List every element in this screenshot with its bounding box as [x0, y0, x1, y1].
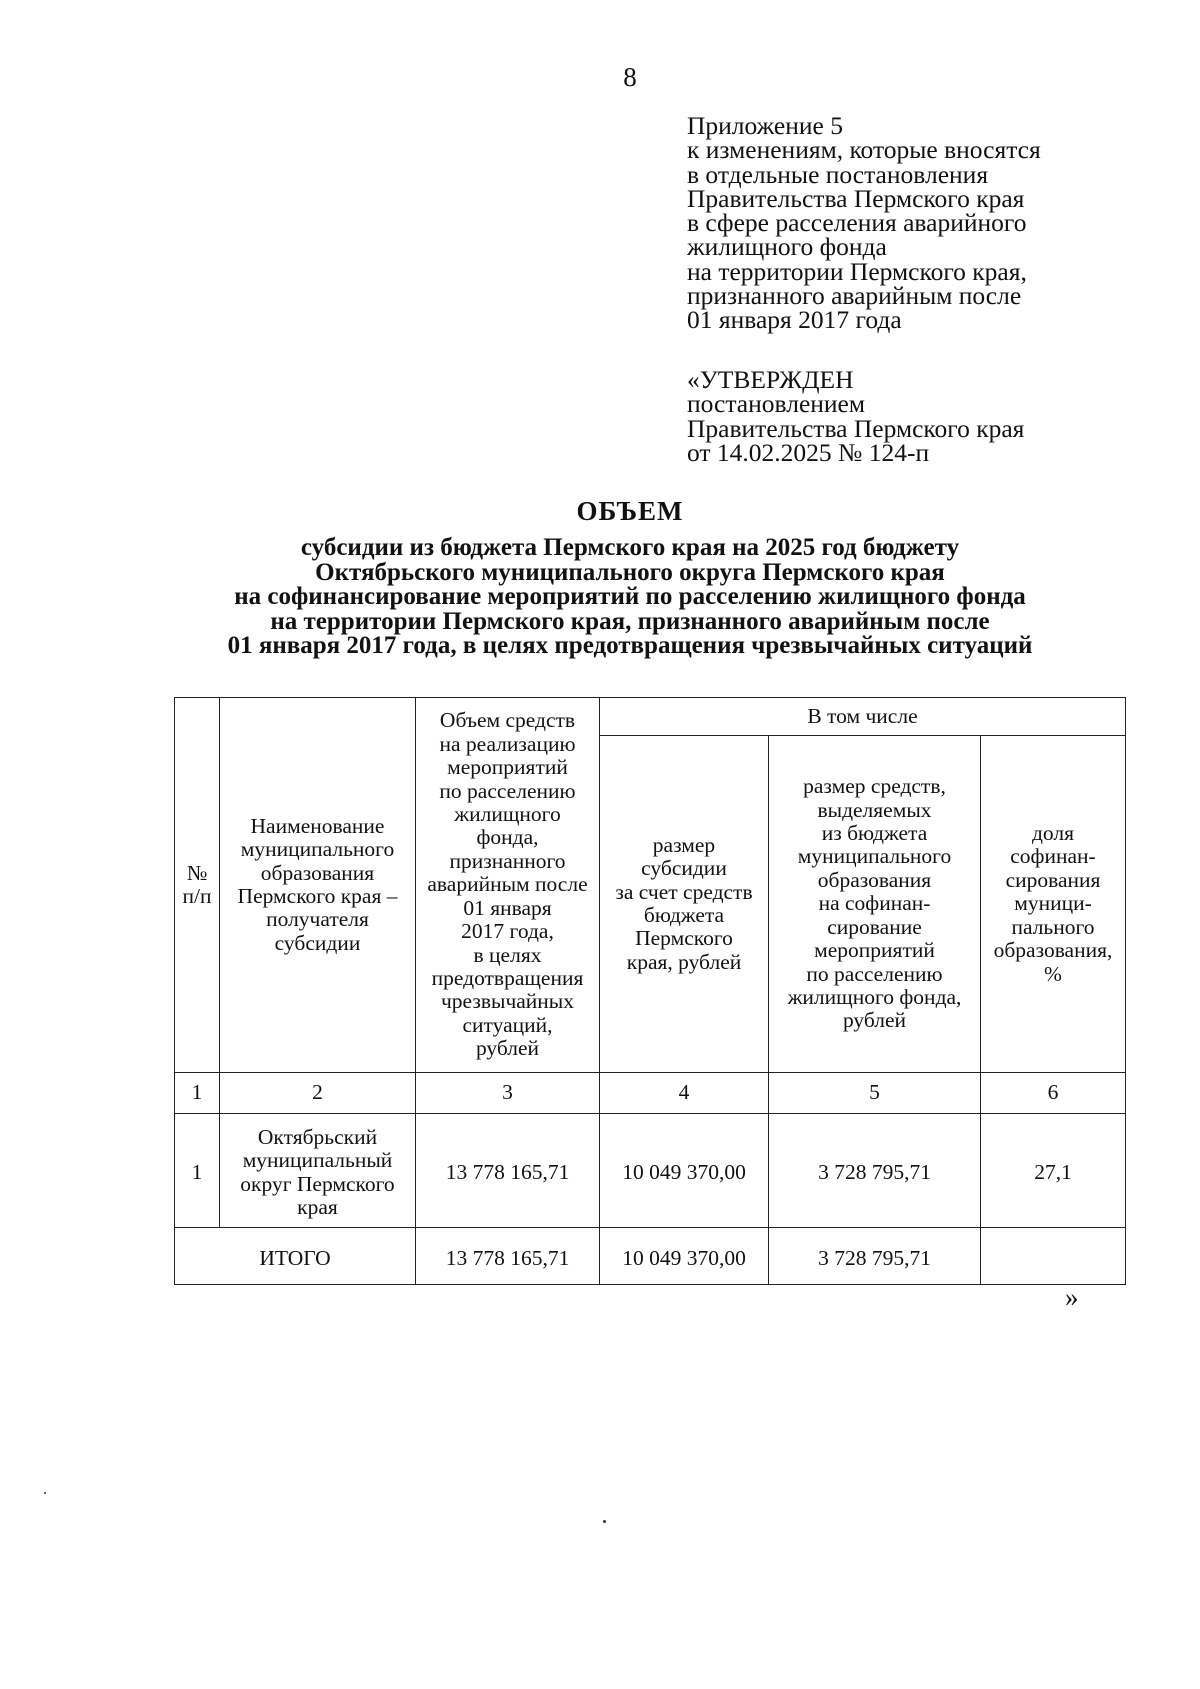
column-number: 5	[769, 1073, 981, 1114]
document-subtitle	[0, 536, 1200, 659]
header-municipality-name: Наименование муниципального образования Пермского края – получателя субсидии	[220, 698, 416, 1073]
row-local-funds: 3 728 795,71	[769, 1114, 981, 1228]
approval-line: Правительства Пермского края	[687, 413, 1025, 443]
approval-stamp-text	[687, 365, 1025, 467]
appendix-line: в отдельные постановления	[687, 159, 989, 189]
appendix-line: 01 января 2017 года	[687, 305, 902, 335]
scan-speck	[44, 1492, 46, 1494]
approval-line: от 14.02.2025 № 124-п	[687, 437, 930, 467]
total-subsidy: 10 049 370,00	[600, 1228, 769, 1285]
table-row	[175, 1114, 1126, 1228]
header-local-funds: размер средств, выделяемых из бюджета муниципального образования на софинан- сирование мероприятий по расселению жилищного фонда, рублей	[769, 736, 981, 1073]
subtitle-line: 01 января 2017 года, в целях предотвращения чрезвычайных ситуаций	[227, 632, 1033, 660]
appendix-line: Правительства Пермского края	[687, 183, 1025, 213]
column-number: 6	[981, 1073, 1126, 1114]
subtitle-line: Октябрьского муниципального округа Пермского края	[315, 558, 945, 586]
header-cofinancing-share: доля софинан- сирования муници- пального образования, %	[981, 736, 1126, 1073]
appendix-header	[687, 111, 1041, 335]
approval-line: «УТВЕРЖДЕН	[687, 365, 854, 394]
table-total-row	[175, 1228, 1126, 1285]
header-subsidy: размер субсидии за счет средств бюджета Пермского края, рублей	[600, 736, 769, 1073]
header-including: В том числе	[600, 698, 1126, 736]
subtitle-line: на софинансирование мероприятий по расселению жилищного фонда	[234, 583, 1026, 611]
table-header-row	[175, 698, 1126, 736]
total-cofinancing-share	[981, 1228, 1126, 1285]
subtitle-line: субсидии из бюджета Пермского края на 2025 год бюджету	[300, 534, 960, 561]
document-title: ОБЪЕМ	[576, 496, 684, 526]
appendix-line: жилищного фонда	[687, 232, 887, 262]
subtitle-line: на территории Пермского края, признанного аварийным после	[270, 607, 990, 635]
appendix-line: в сфере расселения аварийного	[687, 208, 1027, 238]
row-cofinancing-share: 27,1	[981, 1114, 1126, 1228]
column-number: 3	[416, 1073, 600, 1114]
approval-line: постановлением	[687, 389, 866, 419]
appendix-line: на территории Пермского края,	[687, 256, 1027, 286]
column-number-row	[175, 1073, 1126, 1114]
column-number: 4	[600, 1073, 769, 1114]
header-num: № п/п	[175, 698, 220, 1073]
appendix-line: признанного аварийным после	[687, 281, 1022, 311]
page-number: 8	[623, 62, 637, 92]
subsidy-volume-table	[174, 697, 1126, 1285]
header-total-volume: Объем средств на реализацию мероприятий по расселению жилищного фонда, признанного аварийным после 01 января 2017 года, в целях предотвращения чрезвычайных ситуаций, рублей	[416, 698, 600, 1073]
row-municipality-name: Октябрьский муниципальный округ Пермского края	[220, 1114, 416, 1228]
row-num: 1	[175, 1114, 220, 1228]
row-subsidy: 10 049 370,00	[600, 1114, 769, 1228]
scan-speck	[603, 1520, 606, 1523]
appendix-line: Приложение 5	[687, 111, 843, 140]
row-total-volume: 13 778 165,71	[416, 1114, 600, 1228]
column-number: 2	[220, 1073, 416, 1114]
total-volume: 13 778 165,71	[416, 1228, 600, 1285]
closing-quote-mark: »	[1065, 1282, 1079, 1312]
total-label: ИТОГО	[175, 1228, 416, 1285]
column-number: 1	[175, 1073, 220, 1114]
total-local-funds: 3 728 795,71	[769, 1228, 981, 1285]
appendix-line: к изменениям, которые вносятся	[687, 135, 1041, 165]
